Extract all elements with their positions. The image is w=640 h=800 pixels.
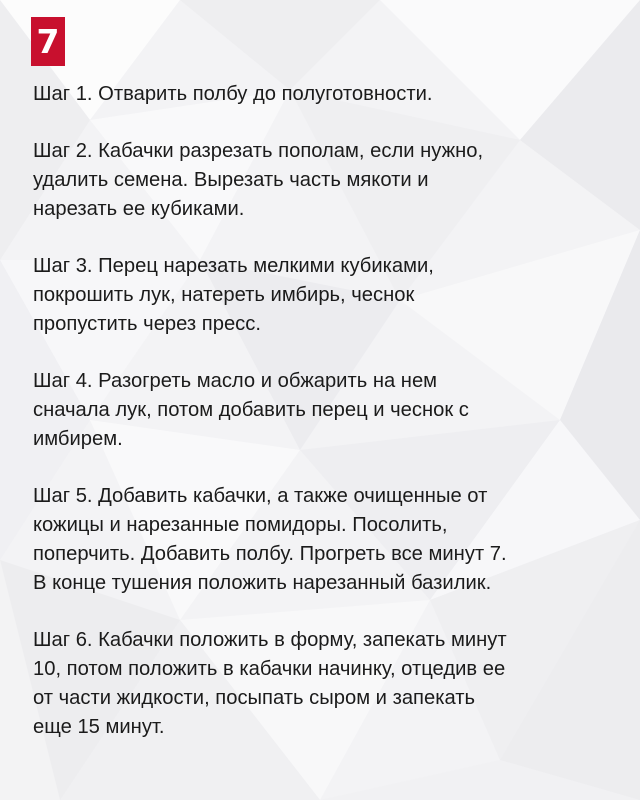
step-2-text: Шаг 2. Кабачки разрезать пополам, если нужно, удалить семена. Вырезать часть мякоти и нарезать ее кубиками. [33,140,484,220]
step-5-text: Шаг 5. Добавить кабачки, а также очищенные от кожицы и нарезанные помидоры. Посолить, поперчить. Добавить полбу. Прогреть все минут 7. В конце тушения положить нарезанный базилик. [33,485,507,594]
step-1-text: Шаг 1. Отварить полбу до полуготовности. [33,83,433,105]
step-6-text: Шаг 6. Кабачки положить в форму, запекать минут 10, потом положить в кабачки начинку, отцедив ее от части жидкости, посыпать сыром и запекать еще 15 минут. [33,629,507,738]
step-number-badge: 7 [31,17,65,66]
recipe-steps [33,80,633,770]
step-3-text: Шаг 3. Перец нарезать мелкими кубиками, покрошить лук, натереть имбирь, чеснок пропустить через пресс. [33,255,434,335]
step-4-text: Шаг 4. Разогреть масло и обжарить на нем сначала лук, потом добавить перец и чеснок с имбирем. [33,370,469,450]
